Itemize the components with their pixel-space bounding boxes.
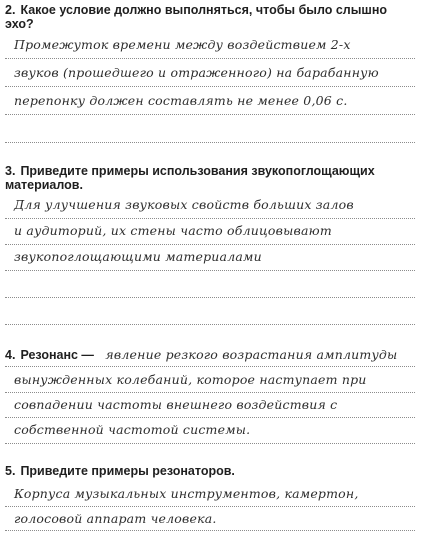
answer-rule (5, 506, 415, 507)
answer-rule (5, 417, 415, 418)
question-5 (5, 464, 235, 478)
question-2 (5, 3, 387, 31)
answer-rule (5, 244, 415, 245)
answer-rule (5, 58, 415, 59)
question-3 (5, 164, 375, 192)
answer-rule (5, 270, 415, 271)
question-3-text-line-1: Приведите примеры использования звукопоглощающих (20, 164, 375, 178)
answer-5-line-1: Корпуса музыкальных инструментов, камертон, (14, 486, 359, 501)
answer-4-line-2: вынужденных колебаний, которое наступает при (14, 372, 367, 387)
answer-rule (5, 366, 415, 367)
answer-rule (5, 530, 415, 531)
answer-rule (5, 324, 415, 325)
question-4-number: 4. (5, 348, 16, 362)
answer-rule (5, 218, 415, 219)
answer-5-line-2: голосовой аппарат человека. (14, 511, 217, 526)
question-4 (5, 348, 397, 362)
answer-rule (5, 443, 415, 444)
answer-rule (5, 86, 415, 87)
question-2-number: 2. (5, 3, 16, 17)
question-3-text-line-2: материалов. (5, 178, 83, 192)
question-3-number: 3. (5, 164, 16, 178)
answer-3-line-1: Для улучшения звуковых свойств больших залов (14, 197, 354, 212)
answer-4-line-1: явление резкого возрастания амплитуды (105, 347, 398, 362)
answer-3-line-3: звукопоглощающими материалами (14, 249, 262, 264)
answer-4-line-4: собственной частотой системы. (14, 422, 251, 437)
answer-rule (5, 142, 415, 143)
question-2-text-line-2: эхо? (5, 17, 34, 31)
answer-2-line-1: Промежуток времени между воздействием 2-х (14, 37, 351, 52)
question-2-text-line-1: Какое условие должно выполняться, чтобы было слышно (20, 3, 388, 17)
question-4-term: Резонанс — (20, 348, 94, 362)
answer-rule (5, 114, 415, 115)
answer-2-line-3: перепонку должен составлять не менее 0,06 с. (14, 93, 348, 108)
answer-4-line-3: совпадении частоты внешнего воздействия с (14, 397, 338, 412)
question-5-number: 5. (5, 464, 16, 478)
answer-rule (5, 392, 415, 393)
answer-2-line-2: звуков (прошедшего и отраженного) на барабанную (14, 65, 379, 80)
question-5-text-line-1: Приведите примеры резонаторов. (20, 464, 235, 478)
answer-3-line-2: и аудиторий, их стены часто облицовывают (14, 223, 332, 238)
answer-rule (5, 297, 415, 298)
